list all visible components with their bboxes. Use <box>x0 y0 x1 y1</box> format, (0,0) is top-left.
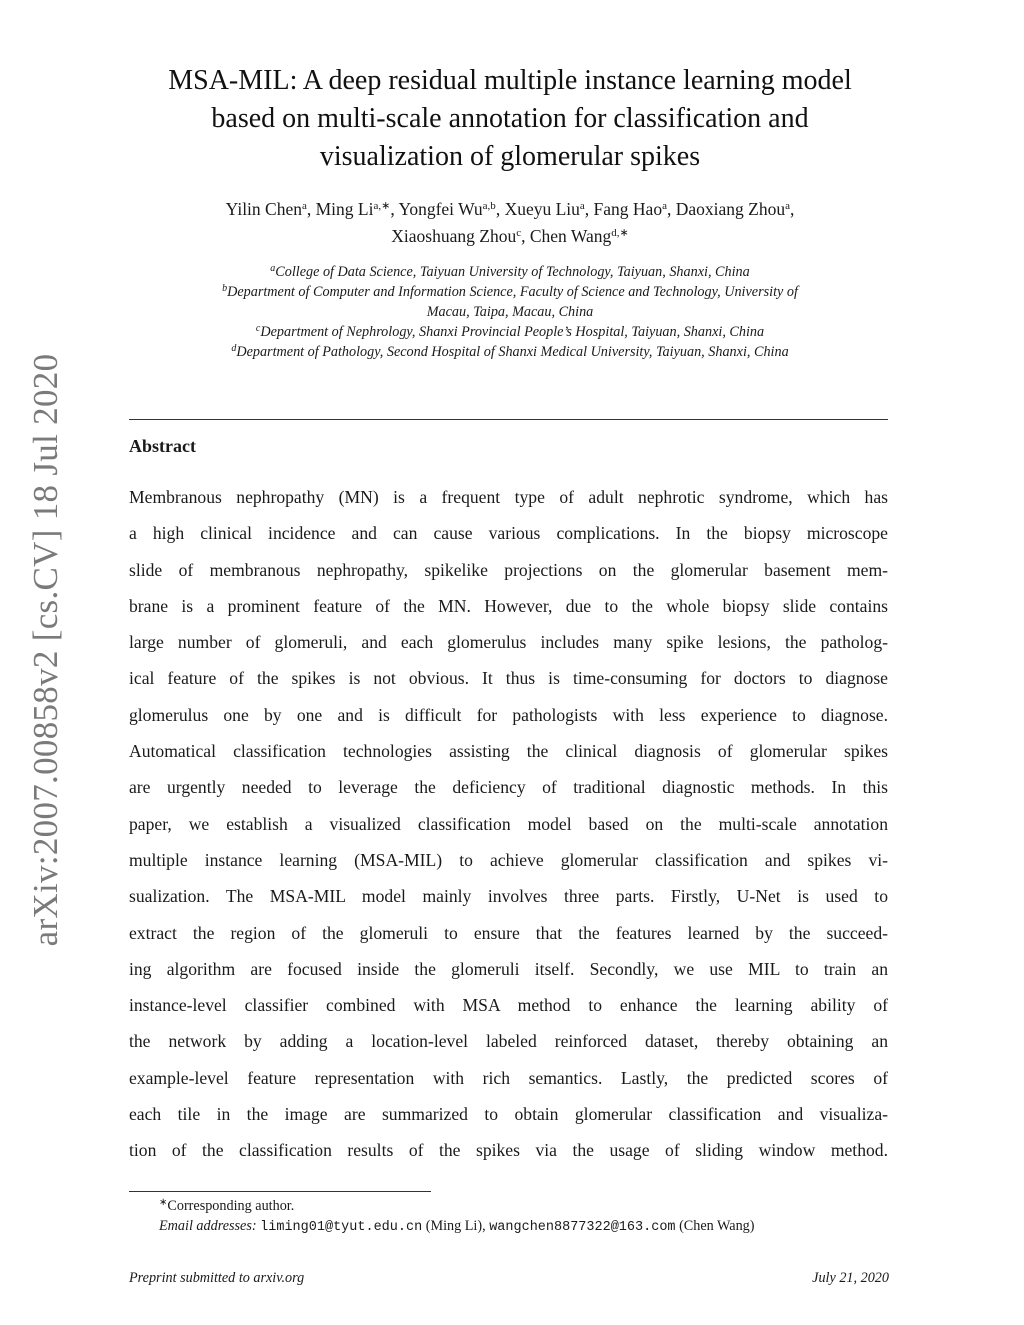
paper-title <box>130 62 890 176</box>
abstract-line: paper, we establish a visualized classification model based on the multi-scale annotation <box>129 813 888 834</box>
affiliation-list <box>130 262 890 362</box>
footnote-divider <box>129 1191 431 1192</box>
author-affiliation-mark: a <box>662 200 667 212</box>
affiliation: Macau, Taipa, Macau, China <box>426 304 594 320</box>
author-affiliation-mark: a,b <box>482 200 496 212</box>
author-name: Fang Hao <box>593 199 663 219</box>
footer-preprint: Preprint submitted to arxiv.org <box>129 1270 305 1286</box>
abstract-line: ical feature of the spikes is not obvious. It thus is time-consuming for doctors to diagnose <box>129 668 888 689</box>
abstract-line: Membranous nephropathy (MN) is a frequent type of adult nephrotic syndrome, which has <box>129 487 888 507</box>
author-name: Daoxiang Zhou <box>675 199 786 219</box>
abstract-line: sualization. The MSA-MIL model mainly involves three parts. Firstly, U-Net is used to <box>129 886 888 907</box>
abstract-line: instance-level classifier combined with MSA method to enhance the learning ability of <box>129 995 888 1016</box>
footer-date: July 21, 2020 <box>812 1270 889 1286</box>
abstract-line: multiple instance learning (MSA-MIL) to achieve glomerular classification and spikes vi- <box>129 849 888 870</box>
header-divider <box>129 419 888 420</box>
abstract-line: a high clinical incidence and can cause various complications. In the biopsy microscope <box>129 523 888 544</box>
affiliation: $^b$Department of Computer and Information Science, Faculty of Science and Technology, University of <box>222 283 798 300</box>
author-name: Xueyu Liu <box>504 199 580 219</box>
affiliation: $^d$Department of Pathology, Second Hospital of Shanxi Medical University, Taiyuan, Shanxi, China <box>231 343 789 360</box>
author-affiliation-mark: a,∗ <box>373 200 391 212</box>
affiliation: $^a$College of Data Science, Taiyuan University of Technology, Taiyuan, Shanxi, China <box>270 263 750 280</box>
abstract-line: are urgently needed to leverage the deficiency of traditional diagnostic methods. In this <box>129 777 888 798</box>
corresponding-author-note: ∗Corresponding author. <box>159 1197 295 1214</box>
abstract-body <box>129 479 888 1169</box>
author-name: Ming Li <box>315 199 374 219</box>
arxiv-id[interactable]: arXiv:2007.00858v2 [cs.CV] 18 Jul 2020 <box>26 353 65 947</box>
email-note: Email addresses: liming01@tyut.edu.cn (Ming Li), wangchen8877322@163.com (Chen Wang) <box>159 1218 755 1235</box>
title-line: based on multi-scale annotation for classification and <box>211 103 809 134</box>
email-link[interactable]: wangchen8877322@163.com <box>489 1220 676 1235</box>
author-affiliation-mark: a <box>301 200 307 212</box>
author-name: Chen Wang <box>529 226 612 246</box>
footnotes <box>159 1196 755 1238</box>
abstract-heading: Abstract <box>129 436 196 456</box>
abstract-line: each tile in the image are summarized to obtain glomerular classification and visualiza- <box>129 1104 888 1125</box>
abstract-line: ing algorithm are focused inside the glomeruli itself. Secondly, we use MIL to train an <box>129 958 888 979</box>
title-line: visualization of glomerular spikes <box>319 141 701 172</box>
author-name: Xiaoshuang Zhou <box>391 226 517 246</box>
author-name: Yilin Chen <box>225 199 302 219</box>
abstract-line: the network by adding a location-level labeled reinforced dataset, thereby obtaining an <box>129 1031 888 1052</box>
abstract-line: tion of the classification results of the spikes via the usage of sliding window method. <box>129 1140 888 1161</box>
author-line: Xiaoshuang Zhou$^c$, Chen Wang$^{d,∗}$ <box>391 226 629 246</box>
email-link[interactable]: liming01@tyut.edu.cn <box>260 1220 423 1235</box>
author-name: Yongfei Wu <box>398 199 483 219</box>
author-affiliation-mark: c <box>516 227 522 239</box>
abstract-line: slide of membranous nephropathy, spikelike projections on the glomerular basement mem- <box>129 559 888 580</box>
abstract-line: Automatical classification technologies assisting the clinical diagnosis of glomerular spikes <box>129 741 888 762</box>
abstract-line: glomerulus one by one and is difficult for pathologists with less experience to diagnose. <box>129 704 888 725</box>
author-affiliation-mark: a <box>579 200 585 212</box>
author-affiliation-mark: d,∗ <box>611 227 629 239</box>
title-line: MSA-MIL: A deep residual multiple instance learning model <box>168 65 852 96</box>
author-line: Yilin Chen$^a$, Ming $Li^{a,∗}$, Yongfei Wu$^{a,b}$, Xueyu Liu$^a$, Fang Hao$^a$, Daoxiang Zhou$^a$, <box>225 199 795 219</box>
abstract-line: example-level feature representation with rich semantics. Lastly, the predicted scores of <box>129 1067 888 1088</box>
abstract-line: brane is a prominent feature of the MN. However, due to the whole biopsy slide contains <box>129 595 888 616</box>
author-affiliation-mark: a <box>785 200 790 212</box>
author-list <box>130 196 890 250</box>
abstract-line: large number of glomeruli, and each glomerulus includes many spike lesions, the patholog- <box>129 632 888 653</box>
abstract-line: extract the region of the glomeruli to ensure that the features learned by the succeed- <box>129 922 888 943</box>
affiliation: $^c$Department of Nephrology, Shanxi Provincial People’s Hospital, Taiyuan, Shanxi, China <box>255 323 765 340</box>
